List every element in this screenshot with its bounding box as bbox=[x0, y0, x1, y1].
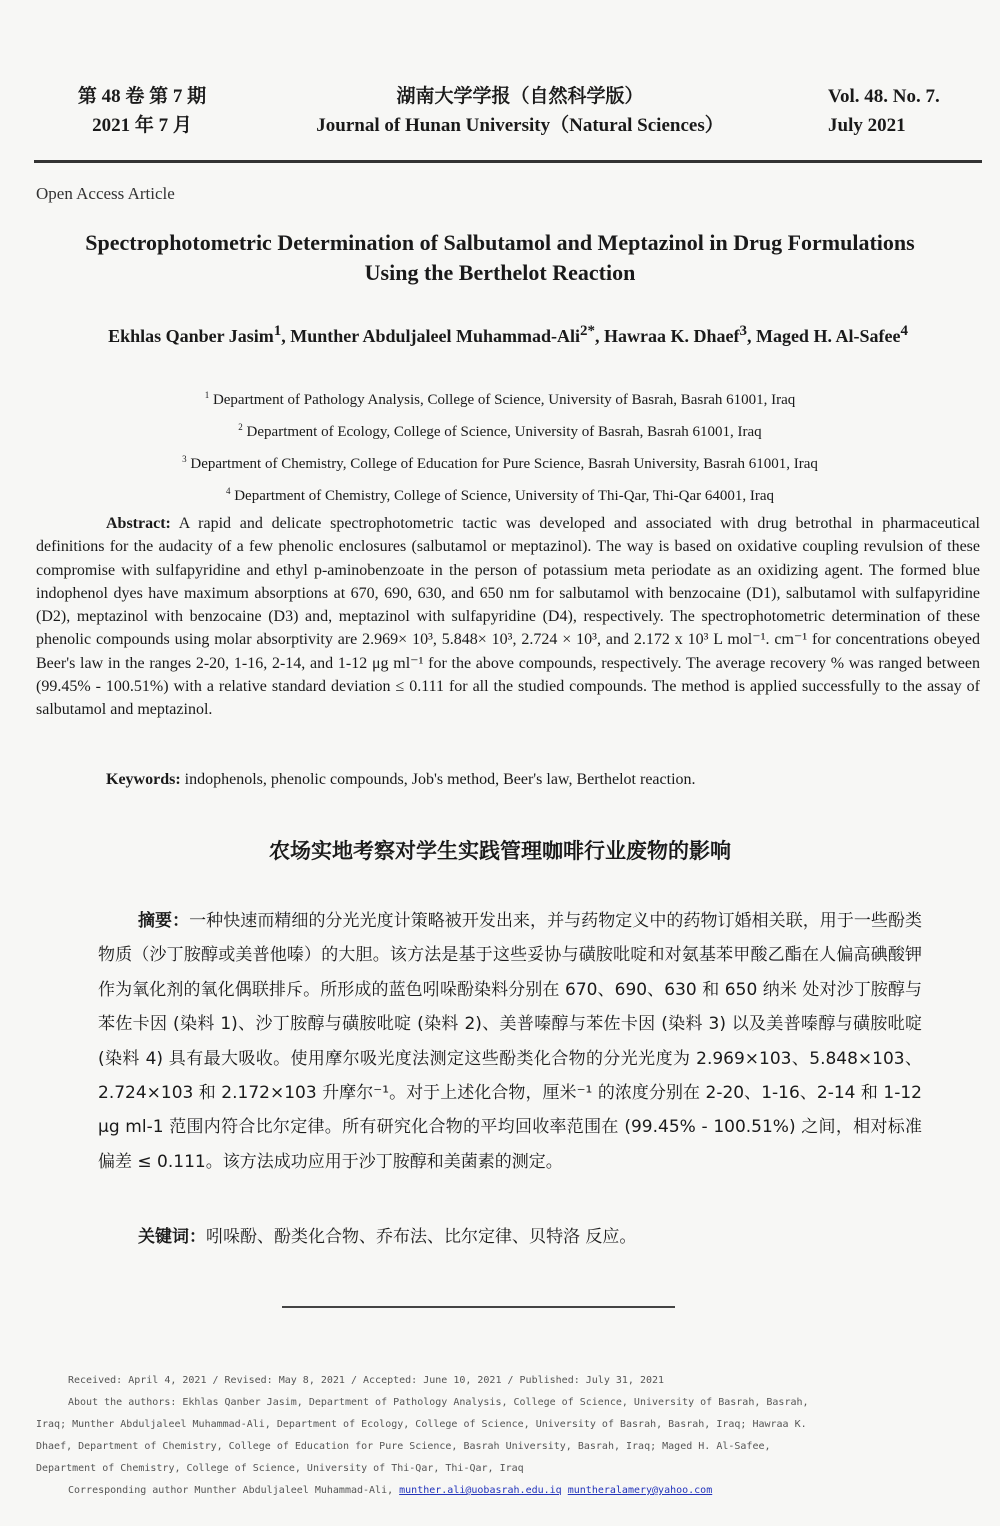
abstract-label: Abstract: bbox=[106, 515, 171, 532]
author-affil-mark: 1 bbox=[273, 323, 282, 339]
affiliation-text: Department of Ecology, College of Science, University of Basrah, Basrah 61001, Iraq bbox=[246, 424, 762, 440]
journal-header bbox=[0, 82, 1000, 142]
affiliation-text: Department of Chemistry, College of Science, University of Thi-Qar, Thi-Qar 64001, Iraq bbox=[234, 488, 775, 504]
header-divider bbox=[34, 160, 982, 163]
affiliation bbox=[60, 480, 940, 512]
footnote-divider bbox=[282, 1306, 675, 1308]
affiliation-mark: 2 bbox=[238, 422, 243, 432]
affiliation-list bbox=[60, 384, 940, 512]
about-authors-line: Iraq; Munther Abduljaleel Muhammad-Ali, Department of Ecology, College of Science, University of Basrah, Basrah, Iraq; Hawraa K. bbox=[36, 1419, 807, 1430]
article-type: Open Access Article bbox=[36, 184, 175, 203]
author-name: Munther Abduljaleel Muhammad-Ali bbox=[290, 326, 580, 346]
journal-name-cn: 湖南大学学报（自然科学版） bbox=[396, 86, 644, 107]
affiliation-mark: 4 bbox=[225, 486, 231, 496]
date-en-line: July 2021 bbox=[828, 115, 906, 136]
about-authors-line: Department of Chemistry, College of Science, University of Thi-Qar, Thi-Qar, Iraq bbox=[36, 1463, 524, 1474]
author-affil-mark: 2* bbox=[579, 323, 595, 339]
paper-title: Spectrophotometric Determination of Salbutamol and Meptazinol in Drug Formulations Using the Berthelot Reaction bbox=[85, 230, 915, 285]
author-affil-mark: 4 bbox=[900, 323, 908, 339]
email-link[interactable]: munther.ali@uobasrah.edu.iq bbox=[399, 1485, 562, 1496]
abstract-text: A rapid and delicate spectrophotometric tactic was developed and associated with drug betrothal in pharmaceutical definitions for the audacity of a few phenolic enclosures (salbutamol or meptazinol). The way is based on oxidative coupling revulsion of these compromise with sulfapyridine and ethyl p-aminobenzoate in the person of potassium meta periodate as an oxidizing agent. The formed blue indophenol dyes have maximum absorptions at 670, 690, 630, and 650 nm for salbutamol with benzocaine (D1), salbutamol with sulfapyridine (D2), meptazinol with benzocaine (D3) and, meptazinol with sulfapyridine (D4), respectively. The spectrophotometric determination of these phenolic compounds using molar absorptivity are 2.969× 10³, 5.848× 10³, 2.724 × 10³, and 2.172 x 10³ L mol⁻¹. cm⁻¹ for concentrations obeyed Beer's law in the ranges 2-20, 1-16, 2-14, and 1-12 μg ml⁻¹ for the above compounds, respectively. The average recovery % was ranged between (99.45% - 100.51%) with a relative standard deviation ≤ 0.111 for all the studied compounds. The method is applied successfully to the assay of salbutamol and meptazinol. bbox=[36, 515, 980, 719]
volume-issue-en bbox=[828, 82, 978, 140]
volume-issue-cn bbox=[62, 82, 222, 140]
author-name: Ekhlas Qanber Jasim bbox=[108, 326, 274, 346]
abstract-cn-label: 摘要： bbox=[138, 911, 190, 931]
author-affil-mark: 3 bbox=[739, 323, 747, 339]
keywords-cn-label: 关键词： bbox=[138, 1227, 206, 1247]
journal-name-en: Journal of Hunan University（Natural Sciences） bbox=[316, 115, 724, 136]
author-list bbox=[36, 318, 980, 349]
affiliation-text: Department of Chemistry, College of Education for Pure Science, Basrah University, Basrah 61001, Iraq bbox=[190, 456, 818, 472]
author-name: Hawraa K. Dhaef bbox=[603, 326, 740, 346]
affiliation bbox=[60, 416, 940, 448]
affiliation bbox=[60, 448, 940, 480]
journal-name bbox=[280, 82, 760, 140]
corresponding-author-line bbox=[36, 1480, 916, 1502]
affiliation-mark: 1 bbox=[204, 390, 210, 400]
author-separator: , bbox=[746, 326, 756, 346]
abstract-cn bbox=[98, 904, 922, 1179]
abstract-cn-text: 一种快速而精细的分光光度计策略被开发出来，并与药物定义中的药物订婚相关联，用于一些酚类物质（沙丁胺醇或美普他嗪）的大胆。该方法是基于这些妥协与磺胺吡啶和对氨基苯甲酸乙酯在人偏高碘酸钾作为氧化剂的氧化偶联排斥。所形成的蓝色吲哚酚染料分别在 670、690、630 和 650 纳米 处对沙丁胺醇与苯佐卡因 (染料 1)、沙丁胺醇与磺胺吡啶 (染料 2)、美普嗪醇与苯佐卡因 (染料 3) 以及美普嗪醇与磺胺吡啶 (染料 4) 具有最大吸收。使用摩尔吸光度法测定这些酚类化合物的分光光度为 2.969×103、5.848×103、2.724×103 和 2.172×103 升摩尔⁻¹。对于上述化合物，厘米⁻¹ 的浓度分别在 2-20、1-16、2-14 和 1-12 μg ml-1 范围内符合比尔定律。所有研究化合物的平均回收率范围在 (99.45% - 100.51%) 之间，相对标准偏差 ≤ 0.111。该方法成功应用于沙丁胺醇和美菌素的测定。 bbox=[98, 911, 923, 1172]
keywords-en bbox=[36, 768, 980, 791]
affiliation-text: Department of Pathology Analysis, College of Science, University of Basrah, Basrah 61001, Iraq bbox=[212, 392, 796, 408]
affiliation-mark: 3 bbox=[182, 454, 187, 464]
author-name: Maged H. Al-Safee bbox=[755, 326, 901, 346]
volume-number-line: Vol. 48. No. 7. bbox=[828, 86, 940, 107]
dates-line: Received: April 4, 2021 / Revised: May 8, 2021 / Accepted: June 10, 2021 / Published: July 31, 2021 bbox=[68, 1375, 665, 1386]
date-cn-line: 2021 年 7 月 bbox=[92, 115, 192, 136]
author-separator: , bbox=[281, 326, 291, 346]
keywords-cn bbox=[98, 1222, 922, 1252]
footnotes bbox=[36, 1370, 916, 1502]
volume-issue-line: 第 48 卷 第 7 期 bbox=[77, 86, 207, 107]
keywords-cn-text: 吲哚酚、酚类化合物、乔布法、比尔定律、贝特洛 反应。 bbox=[206, 1227, 637, 1247]
corresponding-label: Corresponding author Munther Abduljaleel Muhammad-Ali, bbox=[68, 1485, 394, 1496]
about-authors-line: About the authors: Ekhlas Qanber Jasim, Department of Pathology Analysis, College of Science, University of Basrah, Basrah, bbox=[68, 1397, 809, 1408]
keywords-text: indophenols, phenolic compounds, Job's method, Beer's law, Berthelot reaction. bbox=[180, 771, 696, 788]
email-link[interactable]: muntheralamery@yahoo.com bbox=[567, 1485, 713, 1496]
abstract-en bbox=[36, 512, 980, 722]
keywords-label: Keywords: bbox=[106, 771, 181, 788]
about-authors-line: Dhaef, Department of Chemistry, College of Education for Pure Science, Basrah University, Basrah, Iraq; Maged H. Al-Safee, bbox=[36, 1441, 771, 1452]
paper-title-cn: 农场实地考察对学生实践管理咖啡行业废物的影响 bbox=[269, 839, 731, 863]
author-separator: , bbox=[594, 326, 604, 346]
affiliation bbox=[60, 384, 940, 416]
